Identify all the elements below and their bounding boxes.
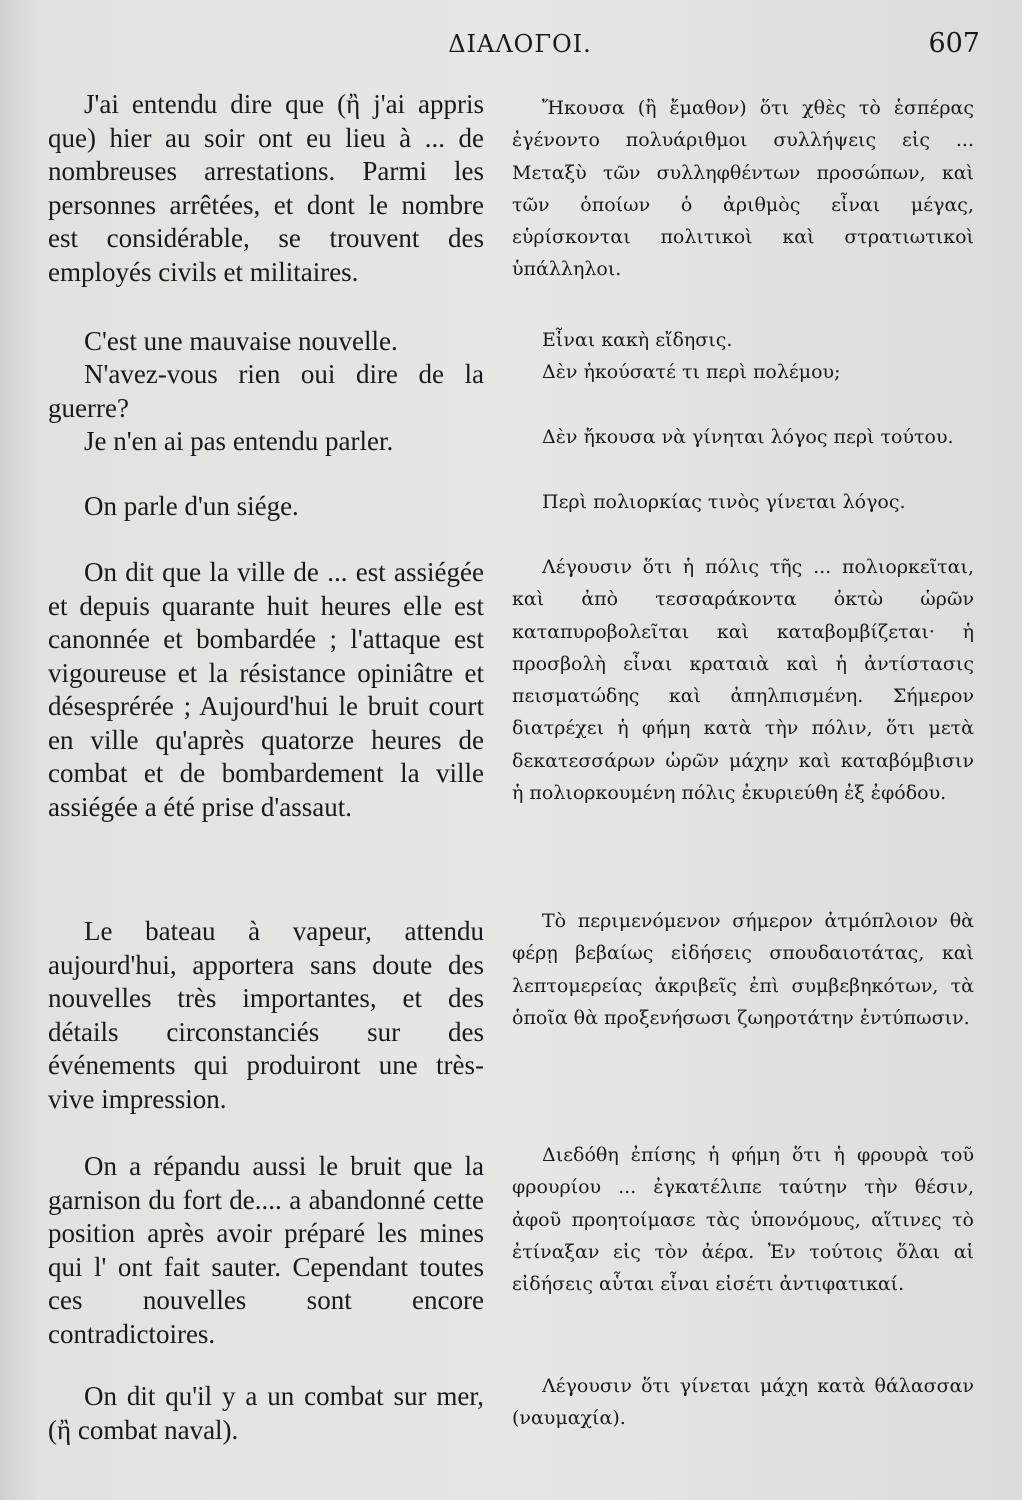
greek-paragraph-not-heard: Δὲν ἤκουσα νὰ γίνηται λόγος περὶ τούτου. <box>542 426 954 448</box>
greek-paragraph-bad-news: Εἶναι κακὴ εἴδησις. <box>542 329 733 351</box>
french-paragraph-siege: On parle d'un siége. <box>84 491 299 521</box>
french-paragraph-garrison: On a répandu aussi le bruit que la garnison du fort de.... a abandonné cette position après avoir préparé les mines qui l' ont fait sauter. Cependant toutes ces nouvelles sont encore contradictoires. <box>48 1151 484 1349</box>
greek-paragraph-war-question: Δὲν ἠκούσατέ τι περὶ πολέμου; <box>542 361 841 383</box>
greek-paragraph-garrison: Διεδόθη ἐπίσης ἡ φήμη ὅτι ἡ φρουρὰ τοῦ φρουρίου ... ἐγκατέλιπε ταύτην τὴν θέσιν, ἀφοῦ προητοίμασε τὰς ὑπονόμους, αἵτινες τὸ ἐτίναξαν εἰς τὸν ἀέρα. Ἐν τούτοις ὅλαι αἱ εἰδήσεις αὗται εἶναι εἰσέτι ἀντιφατικαί. <box>512 1144 974 1296</box>
french-paragraph-war-question: N'avez-vous rien oui dire de la guerre? <box>48 359 484 423</box>
french-paragraph-arrests: J'ai entendu dire que (ἢ j'ai appris que) hier au soir ont eu lieu à ... de nombreuses arrestations. Parmi les personnes arrêtées, et dont le nombre est considérable, se trouvent des employés civils et militaires. <box>48 89 484 287</box>
greek-paragraph-besieged-city: Λέγουσιν ὅτι ἡ πόλις τῆς ... πολιορκεῖται, καὶ ἀπὸ τεσσαράκοντα ὀκτὼ ὡρῶν καταπυροβολεῖται καὶ καταβομβίζεται· ἡ προσβολὴ εἶναι κραταιὰ καὶ ἡ ἀντίστασις πεισματώδης καὶ ἀπηλπισμένη. Σήμερον διατρέχει ἡ φήμη κατὰ τὴν πόλιν, ὅτι μετὰ δεκατεσσάρων ὡρῶν μάχην καὶ καταβόμβισιν ἡ πολιορκουμένη πόλις ἐκυριεύθη ἐξ ἐφόδου. <box>512 556 974 805</box>
greek-paragraph-siege: Περὶ πολιορκίας τινὸς γίνεται λόγος. <box>542 491 906 513</box>
french-paragraph-not-heard: Je n'en ai pas entendu parler. <box>84 426 394 456</box>
greek-paragraph-naval-combat: Λέγουσιν ὅτι γίνεται μάχη κατὰ θάλασσαν (ναυμαχία). <box>512 1375 974 1430</box>
french-paragraph-steamboat: Le bateau à vapeur, attendu aujourd'hui, apportera sans doute des nouvelles très importantes, et des détails circonstanciés sur des événements qui produiront une très-vive impression. <box>48 916 484 1114</box>
french-paragraph-besieged-city: On dit que la ville de ... est assiégée et depuis quarante huit heures elle est canonnée et bombardée ; l'attaque est vigoureuse et la résistance opiniâtre et désesprérée ; Aujourd'hui le bruit court en ville qu'après quatorze heures de combat et de bombardement la ville assiégée a été prise d'assaut. <box>48 557 484 822</box>
running-header: ΔΙΑΛΟΓΟΙ. <box>448 30 592 58</box>
greek-paragraph-arrests: Ἤκουσα (ἢ ἔμαθον) ὅτι χθὲς τὸ ἑσπέρας ἐγένοντο πολυάριθμοι συλλήψεις εἰς ... Μεταξὺ τῶν συλληφθέντων προσώπων, καὶ τῶν ὁποίων ὁ ἀριθμὸς εἶναι μέγας, εὑρίσκονται πολιτικοὶ καὶ στρατιωτικοὶ ὑπάλληλοι. <box>512 97 974 281</box>
french-paragraph-bad-news: C'est une mauvaise nouvelle. <box>84 326 398 356</box>
greek-paragraph-steamboat: Τὸ περιμενόμενον σήμερον ἀτμόπλοιον θὰ φέρῃ βεβαίως εἰδήσεις σπουδαιοτάτας, καὶ λεπτομερείας ἀκριβεῖς ἐπὶ συμβεβηκότων, τὰ ὁποῖα θὰ προξενήσωσι ζωηροτάτην ἐντύπωσιν. <box>512 910 974 1029</box>
page-number: 607 <box>928 28 980 59</box>
french-paragraph-naval-combat: On dit qu'il y a un combat sur mer, (ἢ combat naval). <box>48 1381 484 1445</box>
